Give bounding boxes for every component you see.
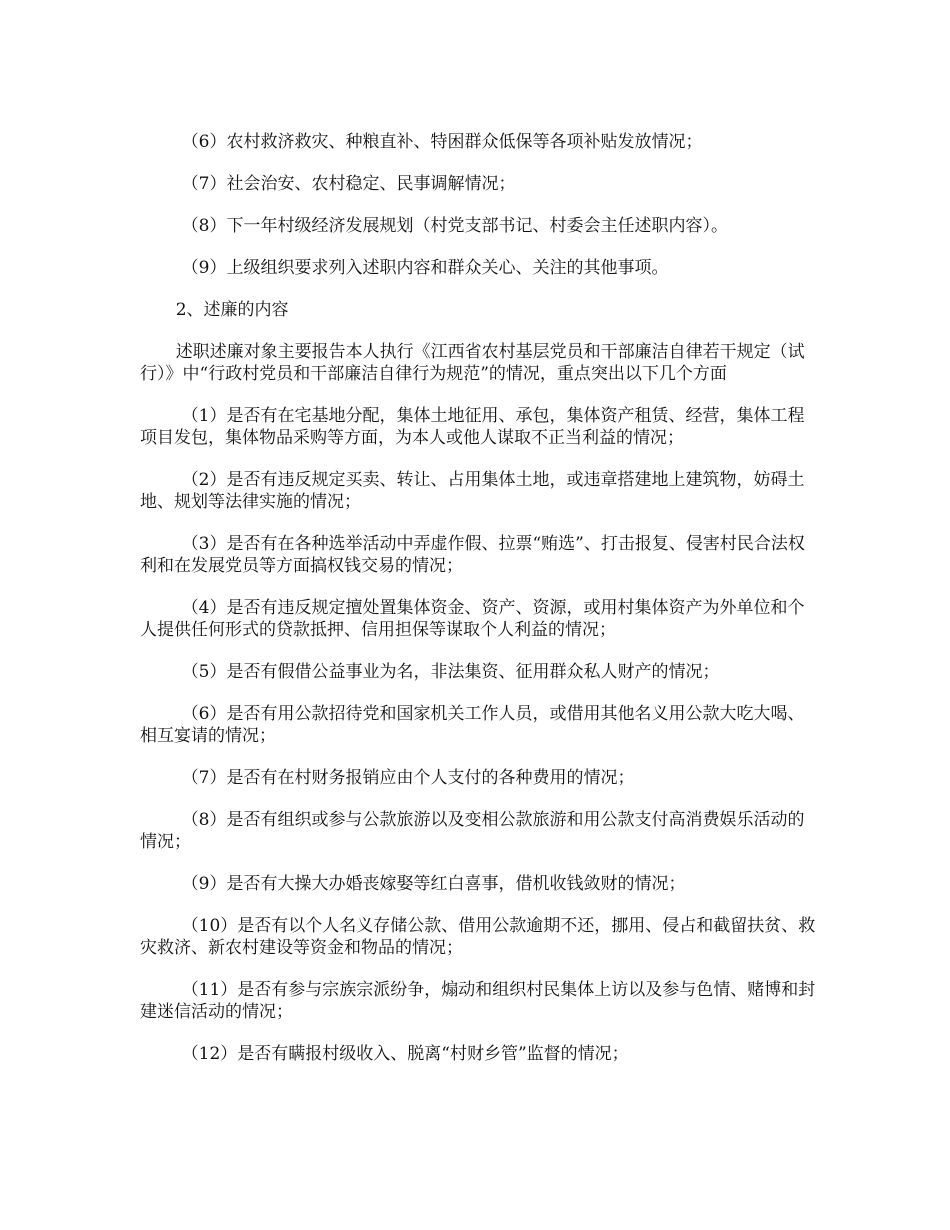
check-item-8: （8）是否有组织或参与公款旅游以及变相公款旅游和用公款支付高消费娱乐活动的情况；: [140, 810, 805, 852]
check-item-1: （1）是否有在宅基地分配，集体土地征用、承包，集体资产租赁、经营，集体工程项目发包，集体物品采购等方面，为本人或他人谋取不正当利益的情况；: [140, 406, 805, 448]
paragraph-item-8: （8）下一年村级经济发展规划（村党支部书记、村委会主任述职内容）。: [181, 216, 728, 236]
section-heading: 2、述廉的内容: [175, 300, 289, 320]
check-item-2: （2）是否有违反规定买卖、转让、占用集体土地，或违章搭建地上建筑物，妨碍土地、规划等法律实施的情况；: [140, 470, 805, 512]
check-item-10: （10）是否有以个人名义存储公款、借用公款逾期不还，挪用、侵占和截留扶贫、救灾救济、新农村建设等资金和物品的情况；: [140, 916, 816, 958]
paragraph-item-6: （6）农村救济救灾、种粮直补、特困群众低保等各项补贴发放情况；: [181, 132, 703, 152]
check-item-11: （11）是否有参与宗族宗派纷争，煽动和组织村民集体上访以及参与色情、赌博和封建迷信活动的情况；: [140, 980, 816, 1022]
check-item-9: （9）是否有大操大办婚丧嫁娶等红白喜事，借机收钱敛财的情况；: [181, 874, 686, 894]
paragraph-item-9: （9）上级组织要求列入述职内容和群众关心、关注的其他事项。: [181, 258, 669, 278]
check-item-4: （4）是否有违反规定擅处置集体资金、资产、资源，或用村集体资产为外单位和个人提供任何形式的贷款抵押、信用担保等谋取个人利益的情况；: [140, 598, 805, 640]
check-item-6: （6）是否有用公款招待党和国家机关工作人员，或借用其他名义用公款大吃大喝、相互宴请的情况；: [140, 704, 805, 746]
check-item-12: （12）是否有瞒报村级收入、脱离“村财乡管”监督的情况；: [181, 1044, 629, 1064]
section-intro: 述职述廉对象主要报告本人执行《江西省农村基层党员和干部廉洁自律若干规定（试行）》中“行政村党员和干部廉洁自律行为规范”的情况，重点突出以下几个方面: [140, 342, 805, 384]
check-item-7: （7）是否有在村财务报销应由个人支付的各种费用的情况；: [181, 768, 635, 788]
check-item-3: （3）是否有在各种选举活动中弄虚作假、拉票“贿选”、打击报复、侵害村民合法权利和在发展党员等方面搞权钱交易的情况；: [140, 534, 805, 576]
paragraph-item-7: （7）社会治安、农村稳定、民事调解情况；: [181, 174, 516, 194]
check-item-5: （5）是否有假借公益事业为名，非法集资、征用群众私人财产的情况；: [181, 662, 720, 682]
